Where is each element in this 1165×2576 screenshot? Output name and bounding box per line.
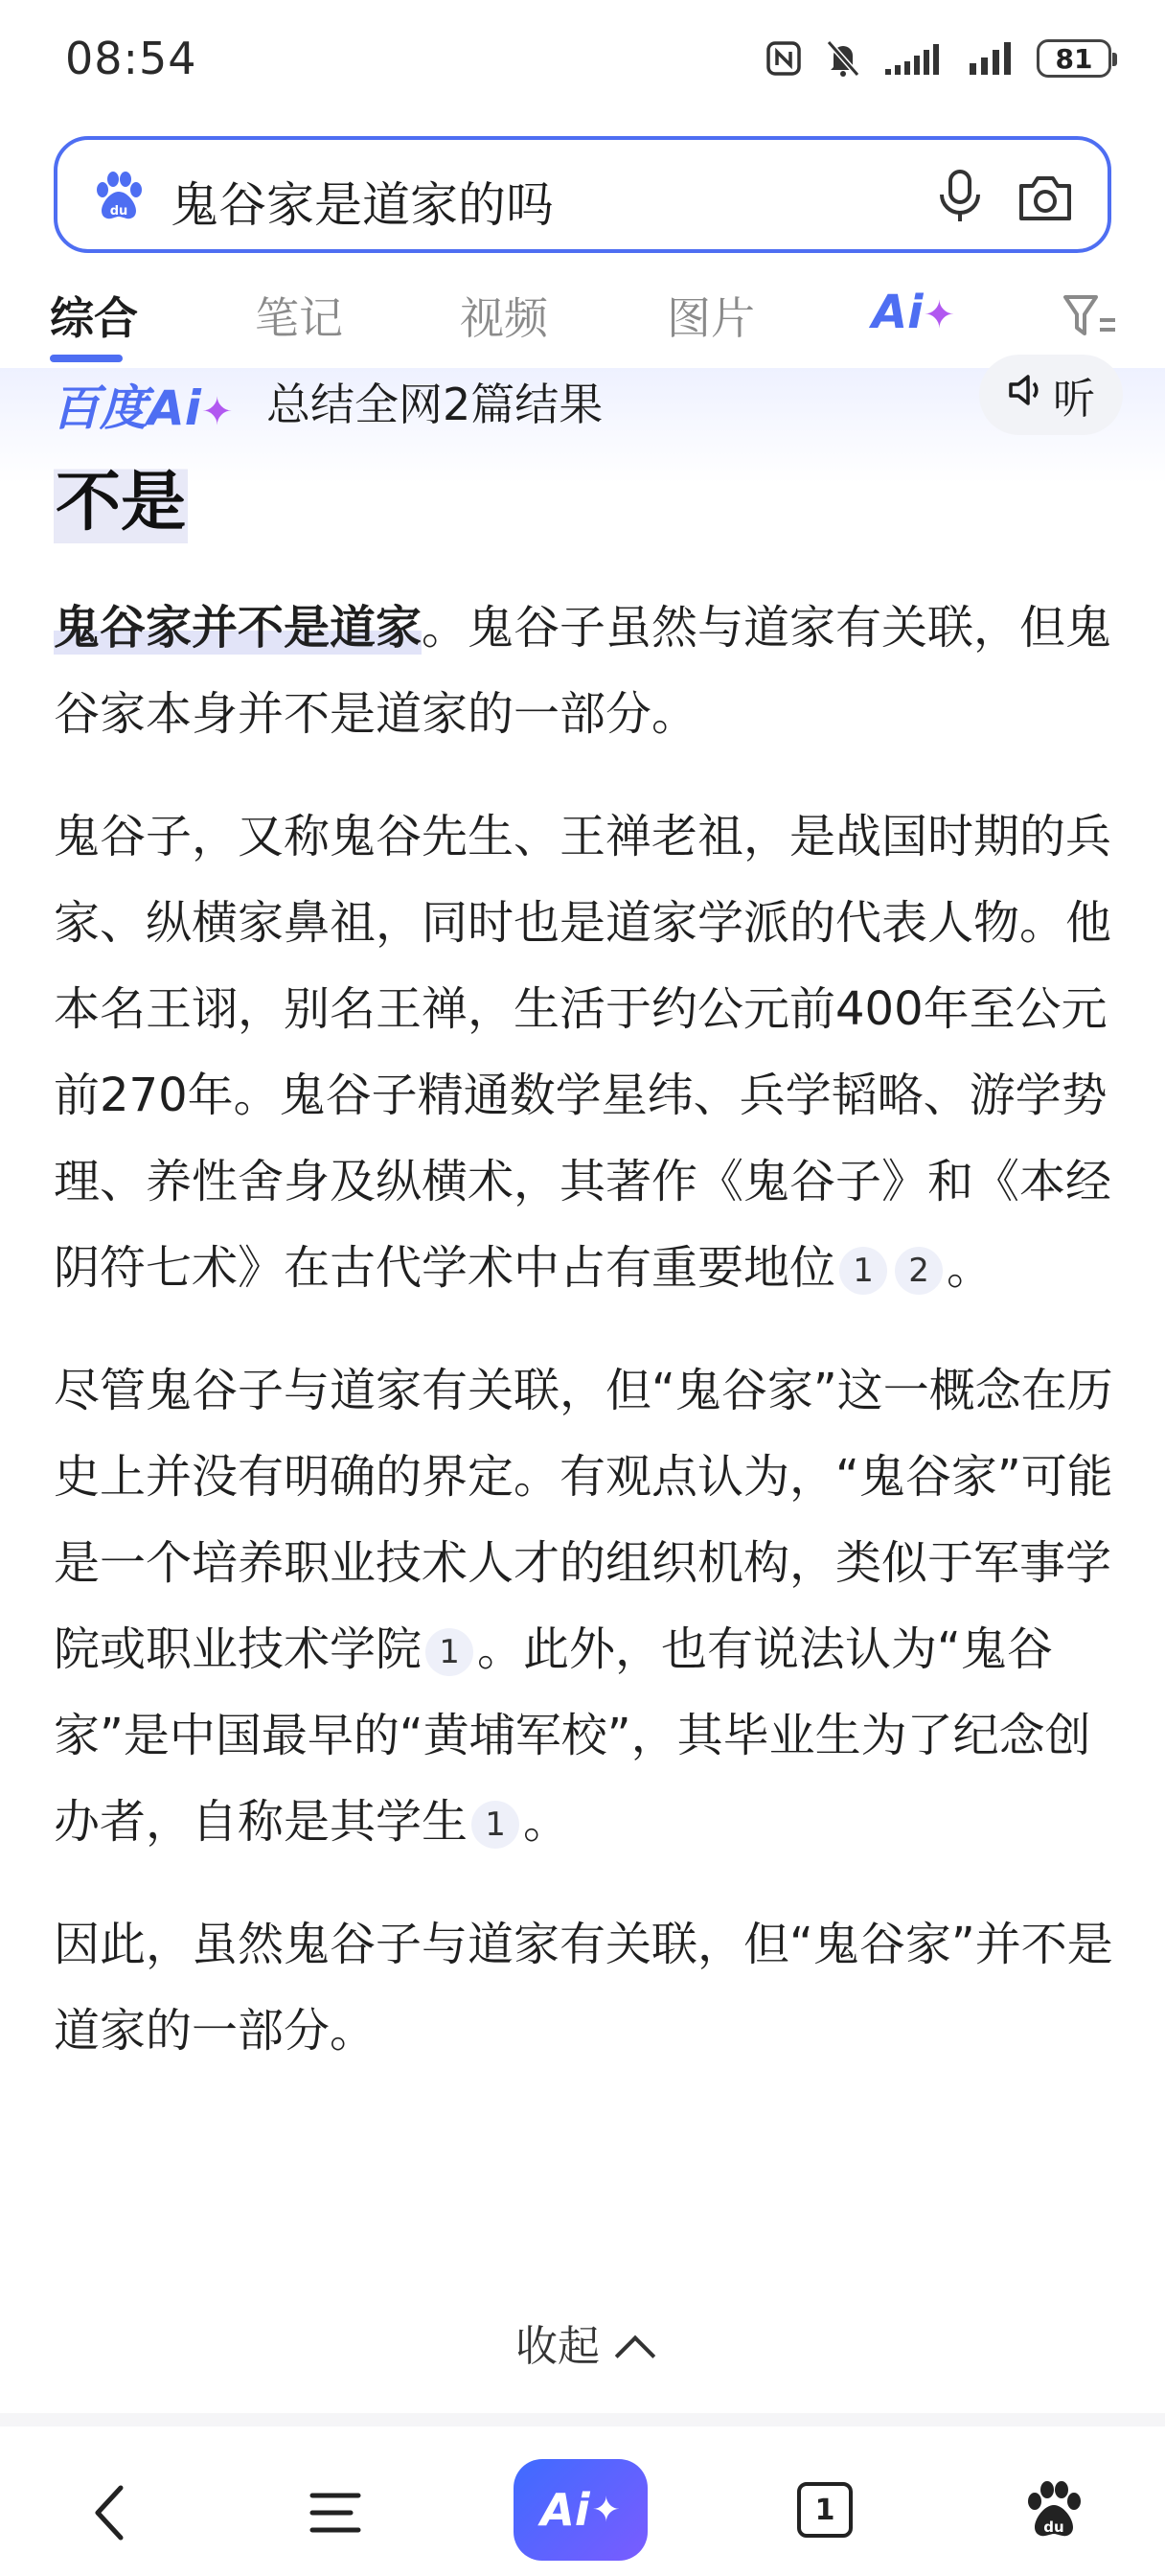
search-input[interactable]: 鬼谷家是道家的吗 (171, 177, 554, 233)
collapse-button[interactable] (0, 2312, 1165, 2373)
microphone-icon[interactable] (933, 169, 987, 224)
citation-badge[interactable]: 1 (425, 1628, 473, 1676)
mute-bell-icon (824, 38, 862, 79)
bottom-nav (0, 2453, 1165, 2576)
tab-images[interactable]: 图片 (667, 292, 755, 344)
ai-logo-text: 百度Ai (52, 380, 201, 436)
tabs-count-button[interactable]: 1 (797, 2482, 853, 2538)
tab-video[interactable]: 视频 (460, 292, 548, 344)
citation-badge[interactable]: 2 (895, 1247, 943, 1295)
svg-text:du: du (109, 204, 128, 218)
baidu-ai-logo (52, 370, 233, 439)
search-bar[interactable] (54, 136, 1111, 253)
sparkle-icon: ✦ (923, 293, 956, 337)
answer-paragraph (54, 585, 1117, 757)
signal-2-icon (968, 40, 1016, 77)
ai-assistant-button[interactable] (514, 2459, 648, 2561)
citation-badge[interactable]: 1 (839, 1247, 887, 1295)
status-bar (0, 0, 1165, 123)
sparkle-icon: ✦ (591, 2490, 621, 2530)
section-divider (0, 2413, 1165, 2426)
camera-icon[interactable] (1016, 171, 1075, 224)
tab-ai[interactable] (872, 286, 955, 339)
battery-icon: 81 (1037, 39, 1111, 78)
answer-body (54, 585, 1117, 2110)
ai-button-label: Ai (540, 2484, 590, 2536)
answer-text: 。 (523, 1795, 570, 1849)
baidu-home-icon[interactable] (1023, 2478, 1085, 2542)
answer-text: 。鬼谷子虽然与道家有关联，但鬼谷家本身并不是道家的一部分。 (54, 601, 1112, 741)
answer-paragraph (54, 1901, 1117, 2074)
tab-comprehensive[interactable]: 综合 (50, 292, 138, 344)
listen-button[interactable] (979, 355, 1123, 435)
answer-highlight: 鬼谷家并不是道家 (54, 601, 423, 655)
listen-label: 听 (1053, 375, 1095, 424)
answer-paragraph (54, 794, 1117, 1311)
citation-badge[interactable]: 1 (471, 1801, 519, 1849)
signal-1-icon (883, 40, 947, 77)
filter-icon[interactable] (1062, 291, 1119, 343)
baidu-paw-icon (92, 169, 146, 222)
answer-text: 尽管鬼谷子与道家有关联，但“鬼谷家”这一概念在历史上并没有明确的界定。有观点认为，“鬼谷家”可能是一个培养职业技术人才的组织机构，类似于军事学院或职业技术学院 (54, 1364, 1113, 1676)
speaker-icon (1007, 371, 1045, 420)
answer-paragraph (54, 1347, 1117, 1865)
chevron-up-icon (615, 2335, 655, 2376)
back-icon[interactable] (82, 2480, 140, 2545)
answer-text: 。 (947, 1241, 994, 1295)
ai-summary-text: 总结全网2篇结果 (266, 379, 604, 430)
search-tabs (0, 274, 1165, 370)
collapse-label: 收起 (515, 2322, 600, 2371)
status-icons (765, 34, 1111, 82)
menu-icon[interactable] (307, 2486, 364, 2540)
answer-text: 因此，虽然鬼谷子与道家有关联，但“鬼谷家”并不是道家的一部分。 (54, 1918, 1113, 2058)
sparkle-icon: ✦ (200, 390, 234, 434)
tab-notes[interactable]: 笔记 (255, 292, 343, 344)
svg-text:du: du (1043, 2518, 1064, 2536)
active-tab-indicator (50, 355, 123, 362)
answer-text: 鬼谷子，又称鬼谷先生、王禅老祖，是战国时期的兵家、纵横家鼻祖，同时也是道家学派的代表人物。他本名王诩，别名王禅，生活于约公元前400年至公元前270年。鬼谷子精通数学星纬、兵学韬略、游学势理、养性舍身及纵横术，其著作《鬼谷子》和《本经阴符七术》在古代学术中占有重要地位 (54, 810, 1112, 1295)
nfc-icon (765, 39, 803, 78)
tab-ai-label: Ai (872, 286, 924, 339)
answer-text: 。此外，也有说法认为“鬼谷家”是中国最早的“黄埔军校”，其毕业生为了纪念创办者，自称是其学生 (54, 1622, 1091, 1849)
answer-title: 不是 (54, 450, 188, 543)
status-time: 08:54 (65, 33, 197, 84)
